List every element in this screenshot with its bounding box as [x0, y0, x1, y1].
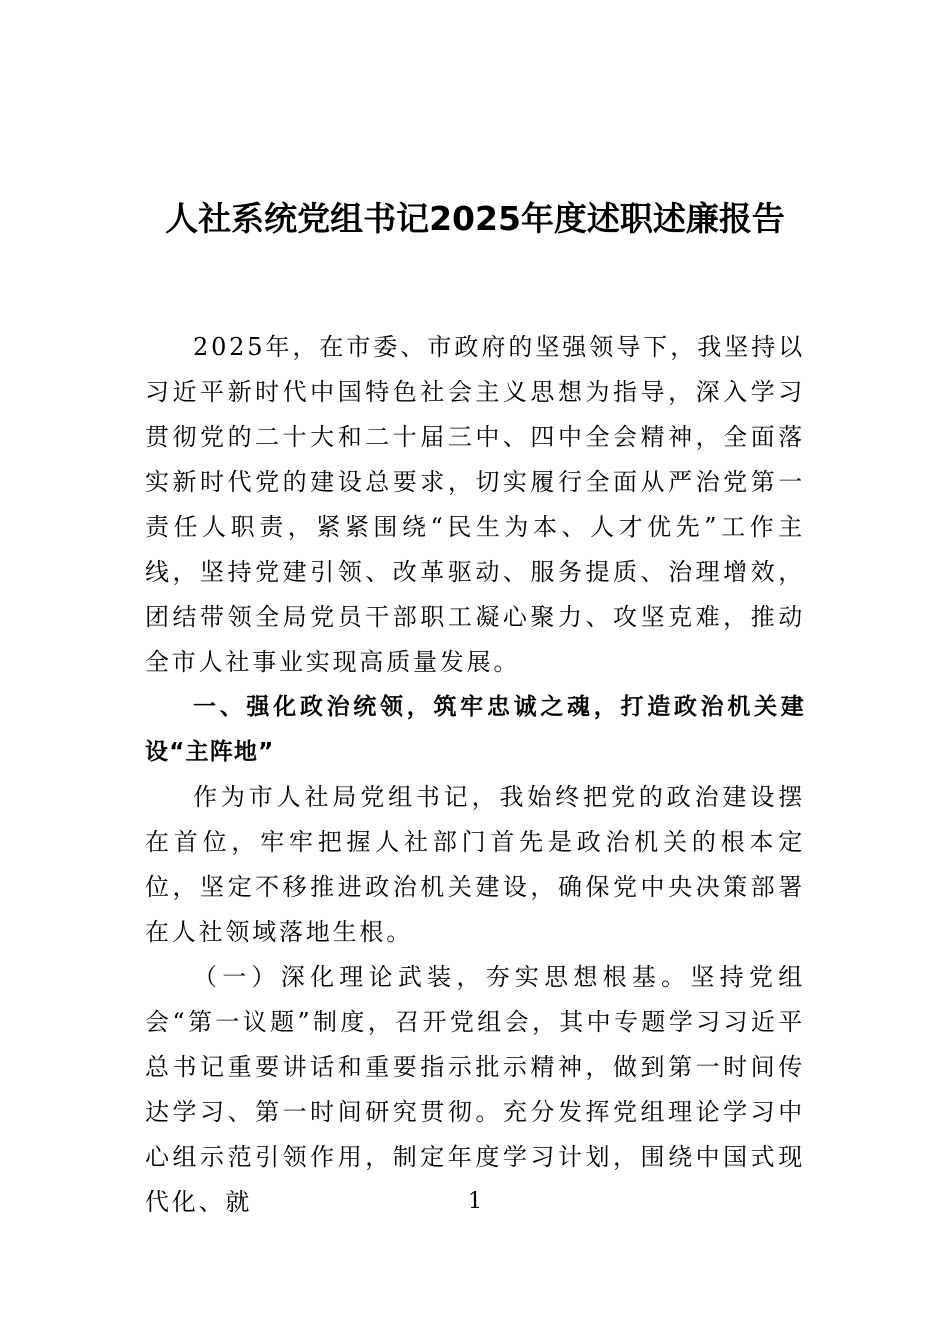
subsection-1-text: 坚持党组会“第一议题”制度，召开党组会，其中专题学习习近平总书记重要讲话和重要指示批示精神，做到第一时间传达学习、第一时间研究贯彻。充分发挥党组理论学习中心组示范引领作用，制定年度学习计划，围绕中国式现代化、就	[145, 963, 805, 1216]
section-1-intro-paragraph: 作为市人社局党组书记，我始终把党的政治建设摆在首位，牢牢把握人社部门首先是政治机关的根本定位，坚定不移推进政治机关建设，确保党中央决策部署在人社领域落地生根。	[145, 783, 805, 946]
section-heading-1: 一、强化政治统领，筑牢忠诚之魂，打造政治机关建设“主阵地”	[145, 694, 805, 765]
document-body	[145, 325, 805, 1225]
document-title: 人社系统党组书记2025年度述职述廉报告	[165, 199, 785, 238]
page-number: 1	[468, 1189, 482, 1214]
subsection-1-lead: （一）深化理论武装，夯实思想根基。	[193, 963, 691, 991]
intro-paragraph: 2025年，在市委、市政府的坚强领导下，我坚持以习近平新时代中国特色社会主义思想为指导，深入学习贯彻党的二十大和二十届三中、四中全会精神，全面落实新时代党的建设总要求，切实履行全面从严治党第一责任人职责，紧紧围绕“民生为本、人才优先”工作主线，坚持党建引领、改革驱动、服务提质、治理增效，团结带领全局党员干部职工凝心聚力、攻坚克难，推动全市人社事业实现高质量发展。	[145, 333, 805, 676]
subsection-1-paragraph	[145, 955, 805, 1225]
